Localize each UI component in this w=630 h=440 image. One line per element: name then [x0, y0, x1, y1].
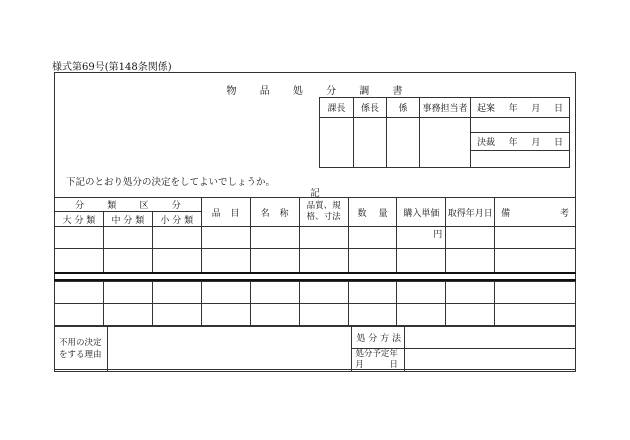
day-label: 日	[553, 138, 563, 148]
kian-blank[interactable]	[471, 118, 570, 133]
header-hinshitsu: 品質、規格、寸法	[299, 198, 348, 227]
cell[interactable]	[250, 227, 299, 249]
header-char: 名	[260, 208, 270, 219]
cell[interactable]	[397, 282, 446, 304]
cell[interactable]	[495, 304, 576, 326]
cell[interactable]	[495, 249, 576, 273]
day-label: 日	[553, 104, 563, 114]
header-kacho: 課長	[320, 98, 354, 118]
cell[interactable]	[152, 249, 201, 273]
header-char: 量	[378, 208, 388, 219]
cell[interactable]	[201, 249, 250, 273]
cell[interactable]	[397, 304, 446, 326]
year-label: 年	[508, 104, 518, 114]
item-table	[54, 197, 576, 326]
header-jimu-tanto: 事務担当者	[420, 98, 471, 118]
header-suryo	[348, 198, 397, 227]
table-row	[55, 249, 576, 273]
kessai-blank[interactable]	[471, 151, 570, 168]
cell[interactable]	[152, 227, 201, 249]
cell[interactable]	[201, 227, 250, 249]
cell[interactable]	[201, 282, 250, 304]
header-char: 備	[501, 208, 511, 219]
cell[interactable]	[299, 249, 348, 273]
cell[interactable]	[152, 304, 201, 326]
header-char: 称	[279, 208, 289, 219]
omission-line-top	[54, 272, 576, 274]
kian-label: 起案	[477, 104, 496, 114]
method-label: 処 分 方 法	[352, 327, 405, 349]
notice-text: 下記のとおり処分の決定をしてよいでしょうか。	[66, 177, 276, 188]
cell[interactable]	[103, 282, 152, 304]
date-field[interactable]	[405, 349, 576, 372]
cell[interactable]	[55, 249, 104, 273]
cell[interactable]	[495, 227, 576, 249]
cell[interactable]	[103, 304, 152, 326]
stamp-kacho[interactable]	[320, 118, 354, 168]
cell[interactable]	[250, 304, 299, 326]
header-kakari: 係	[387, 98, 420, 118]
cell[interactable]	[250, 249, 299, 273]
title-char: 調	[359, 86, 371, 97]
omission-line-bottom	[54, 279, 576, 281]
header-char: 数	[357, 208, 367, 219]
header-meisho	[250, 198, 299, 227]
stamp-kakari[interactable]	[387, 118, 420, 168]
price-cell[interactable]	[397, 227, 446, 249]
header-char: 目	[230, 208, 240, 219]
date-label: 処分予定年月 日	[352, 349, 405, 372]
header-char: 分	[75, 201, 85, 211]
cell[interactable]	[55, 227, 104, 249]
cell[interactable]	[103, 249, 152, 273]
reason-label: 不用の決定をする理由	[55, 327, 108, 372]
method-field[interactable]	[405, 327, 576, 349]
kessai-label: 決裁	[477, 138, 496, 148]
cell[interactable]	[299, 282, 348, 304]
header-biko	[495, 198, 576, 227]
form-title	[0, 82, 630, 97]
header-dai-bunrui: 大 分 類	[55, 212, 104, 227]
title-char: 分	[326, 86, 338, 97]
title-char: 書	[392, 86, 404, 97]
table-row	[55, 227, 576, 249]
stamp-jimu-tanto[interactable]	[420, 118, 471, 168]
title-char: 処	[292, 86, 304, 97]
cell[interactable]	[348, 304, 397, 326]
month-label: 月	[531, 138, 541, 148]
cell[interactable]	[250, 282, 299, 304]
header-nengappi: 取得年月日	[446, 198, 495, 227]
ki-heading: 記	[310, 188, 320, 199]
yen-unit: 円	[433, 230, 443, 240]
cell[interactable]	[495, 282, 576, 304]
cell[interactable]	[446, 282, 495, 304]
table-row	[55, 304, 576, 326]
stamp-kakaricho[interactable]	[354, 118, 387, 168]
cell[interactable]	[201, 304, 250, 326]
header-sho-bunrui: 小 分 類	[152, 212, 201, 227]
form-number-caption: 様式第69号(第148条関係)	[52, 62, 172, 73]
title-char: 物	[226, 86, 238, 97]
table-row	[55, 282, 576, 304]
title-char: 品	[259, 86, 271, 97]
cell[interactable]	[348, 282, 397, 304]
cell[interactable]	[299, 227, 348, 249]
header-char: 区	[139, 201, 149, 211]
cell[interactable]	[446, 304, 495, 326]
header-char: 品	[211, 208, 221, 219]
reason-field[interactable]	[107, 327, 351, 372]
header-chu-bunrui: 中 分 類	[103, 212, 152, 227]
cell[interactable]	[299, 304, 348, 326]
cell[interactable]	[446, 227, 495, 249]
cell[interactable]	[55, 282, 104, 304]
header-kakaricho: 係長	[354, 98, 387, 118]
cell[interactable]	[152, 282, 201, 304]
header-char: 考	[559, 208, 569, 219]
approval-stamp-table	[319, 97, 570, 168]
header-hinmoku	[201, 198, 250, 227]
month-label: 月	[531, 104, 541, 114]
disposal-info-table	[54, 326, 576, 372]
cell[interactable]	[348, 249, 397, 273]
header-tanka: 購入単価	[397, 198, 446, 227]
cell[interactable]	[103, 227, 152, 249]
header-char: 分	[171, 201, 181, 211]
cell[interactable]	[397, 249, 446, 273]
cell[interactable]	[348, 227, 397, 249]
cell[interactable]	[55, 304, 104, 326]
header-bunrui-kubun	[55, 198, 202, 212]
header-char: 類	[107, 201, 117, 211]
year-label: 年	[508, 138, 518, 148]
kessai-date	[471, 133, 570, 151]
cell[interactable]	[446, 249, 495, 273]
kian-date	[471, 98, 570, 118]
